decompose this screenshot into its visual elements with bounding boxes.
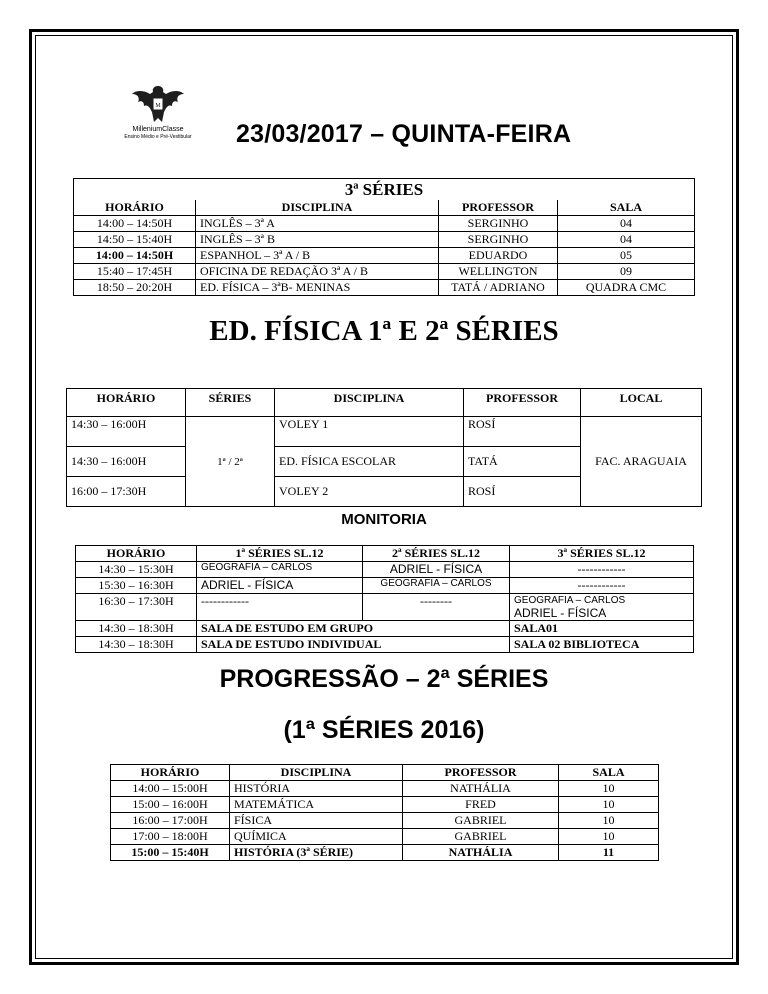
subject-cell: VOLEY 1	[275, 417, 464, 447]
table-row	[111, 781, 659, 797]
time-cell: 14:50 – 15:40H	[74, 232, 196, 248]
teacher-cell: SERGINHO	[439, 232, 558, 248]
subject-cell: ESPANHOL – 3ª A / B	[196, 248, 439, 264]
subject-cell: VOLEY 2	[275, 477, 464, 507]
monitor-cell: --------	[363, 594, 510, 621]
time-cell: 16:00 – 17:00H	[111, 813, 230, 829]
room-cell: 10	[559, 781, 659, 797]
study-room-cell: SALA DE ESTUDO EM GRUPO	[197, 621, 510, 637]
table-row	[76, 594, 694, 621]
table-row	[74, 216, 695, 232]
room-cell: 10	[559, 813, 659, 829]
table-row	[111, 829, 659, 845]
subject-cell: FÍSICA	[230, 813, 403, 829]
time-cell: 15:30 – 16:30H	[76, 578, 197, 594]
teacher-cell: GABRIEL	[403, 829, 559, 845]
time-cell: 17:00 – 18:00H	[111, 829, 230, 845]
progressao-heading: PROGRESSÃO – 2ª SÉRIES	[219, 665, 549, 693]
monitor-cell: ADRIEL - FÍSICA	[363, 562, 510, 578]
subject-cell: HISTÓRIA (3ª SÉRIE)	[230, 845, 403, 861]
time-cell: 18:50 – 20:20H	[74, 280, 196, 296]
teacher-cell: FRED	[403, 797, 559, 813]
monitor-cell: ------------	[510, 578, 694, 594]
teacher-cell: TATÁ / ADRIANO	[439, 280, 558, 296]
table-row	[111, 845, 659, 861]
room-cell: 10	[559, 829, 659, 845]
table-row	[74, 248, 695, 264]
monitor-line: ADRIEL - FÍSICA	[514, 606, 607, 620]
teacher-cell: WELLINGTON	[439, 264, 558, 280]
monitor-cell: ------------	[510, 562, 694, 578]
edfisica-table	[66, 388, 702, 507]
col-header: DISCIPLINA	[275, 389, 464, 417]
col-header: DISCIPLINA	[196, 200, 439, 216]
room-cell: SALA 02 BIBLIOTECA	[510, 637, 694, 653]
subject-cell: INGLÊS – 3ª A	[196, 216, 439, 232]
monitor-cell	[510, 594, 694, 621]
progressao-subheading: (1ª SÉRIES 2016)	[283, 716, 485, 744]
logo-name: MilleniumClasse	[132, 126, 184, 133]
monitor-cell: ADRIEL - FÍSICA	[197, 578, 363, 594]
page-title: 23/03/2017 – QUINTA-FEIRA	[236, 120, 572, 148]
table-row	[74, 280, 695, 296]
time-cell: 15:00 – 15:40H	[111, 845, 230, 861]
table-row	[74, 264, 695, 280]
teacher-cell: EDUARDO	[439, 248, 558, 264]
series3-title: 3ª SÉRIES	[74, 179, 695, 201]
study-room-cell: SALA DE ESTUDO INDIVIDUAL	[197, 637, 510, 653]
monitor-cell: GEOGRAFIA – CARLOS	[197, 562, 363, 578]
time-cell: 14:00 – 15:00H	[111, 781, 230, 797]
time-cell: 15:40 – 17:45H	[74, 264, 196, 280]
room-cell: SALA01	[510, 621, 694, 637]
time-cell: 14:30 – 16:00H	[67, 417, 186, 447]
col-header: SALA	[559, 765, 659, 781]
time-cell: 16:30 – 17:30H	[76, 594, 197, 621]
col-header: PROFESSOR	[464, 389, 581, 417]
monitor-cell: GEOGRAFIA – CARLOS	[363, 578, 510, 594]
col-header: HORÁRIO	[111, 765, 230, 781]
col-header: HORÁRIO	[74, 200, 196, 216]
table-row	[76, 578, 694, 594]
progressao-table	[110, 764, 659, 861]
room-cell: 10	[559, 797, 659, 813]
monitor-line: GEOGRAFIA – CARLOS	[514, 595, 626, 606]
subject-cell: HISTÓRIA	[230, 781, 403, 797]
table-row	[111, 797, 659, 813]
col-header: SÉRIES	[186, 389, 275, 417]
series-cell: 1ª / 2ª	[186, 417, 275, 507]
table-row	[111, 813, 659, 829]
col-header: LOCAL	[581, 389, 702, 417]
teacher-cell: GABRIEL	[403, 813, 559, 829]
room-cell: 05	[558, 248, 695, 264]
monitoria-table	[75, 545, 694, 653]
logo-tagline: Ensino Médio e Pré-Vestibular	[124, 134, 192, 140]
monitor-cell: ------------	[197, 594, 363, 621]
monitoria-heading: MONITORIA	[341, 511, 427, 528]
table-row	[76, 562, 694, 578]
room-cell: 04	[558, 216, 695, 232]
col-header: DISCIPLINA	[230, 765, 403, 781]
time-cell: 16:00 – 17:30H	[67, 477, 186, 507]
time-cell: 14:30 – 15:30H	[76, 562, 197, 578]
col-header: PROFESSOR	[403, 765, 559, 781]
teacher-cell: NATHÁLIA	[403, 845, 559, 861]
time-cell: 15:00 – 16:00H	[111, 797, 230, 813]
room-cell: 04	[558, 232, 695, 248]
room-cell: 11	[559, 845, 659, 861]
subject-cell: MATEMÁTICA	[230, 797, 403, 813]
svg-text:M: M	[155, 103, 161, 109]
edfisica-heading: ED. FÍSICA 1ª E 2ª SÉRIES	[209, 315, 559, 347]
subject-cell: OFICINA DE REDAÇÃO 3ª A / B	[196, 264, 439, 280]
room-cell: QUADRA CMC	[558, 280, 695, 296]
time-cell: 14:00 – 14:50H	[74, 216, 196, 232]
teacher-cell: ROSÍ	[464, 417, 581, 447]
table-row	[74, 232, 695, 248]
location-cell: FAC. ARAGUAIA	[581, 417, 702, 507]
col-header: 3ª SÉRIES SL.12	[510, 546, 694, 562]
subject-cell: QUÍMICA	[230, 829, 403, 845]
teacher-cell: TATÁ	[464, 447, 581, 477]
teacher-cell: SERGINHO	[439, 216, 558, 232]
table-row	[76, 621, 694, 637]
col-header: HORÁRIO	[67, 389, 186, 417]
col-header: HORÁRIO	[76, 546, 197, 562]
teacher-cell: NATHÁLIA	[403, 781, 559, 797]
series3-table	[73, 178, 695, 296]
teacher-cell: ROSÍ	[464, 477, 581, 507]
col-header: 1ª SÉRIES SL.12	[197, 546, 363, 562]
eagle-crest-icon	[128, 82, 188, 126]
subject-cell: ED. FÍSICA – 3ªB- MENINAS	[196, 280, 439, 296]
subject-cell: INGLÊS – 3ª B	[196, 232, 439, 248]
col-header: PROFESSOR	[439, 200, 558, 216]
time-cell: 14:30 – 18:30H	[76, 621, 197, 637]
time-cell: 14:30 – 18:30H	[76, 637, 197, 653]
col-header: 2ª SÉRIES SL.12	[363, 546, 510, 562]
subject-cell: ED. FÍSICA ESCOLAR	[275, 447, 464, 477]
time-cell: 14:00 – 14:50H	[74, 248, 196, 264]
time-cell: 14:30 – 16:00H	[67, 447, 186, 477]
room-cell: 09	[558, 264, 695, 280]
table-row	[76, 637, 694, 653]
school-logo	[108, 82, 208, 152]
table-row	[67, 417, 702, 447]
col-header: SALA	[558, 200, 695, 216]
